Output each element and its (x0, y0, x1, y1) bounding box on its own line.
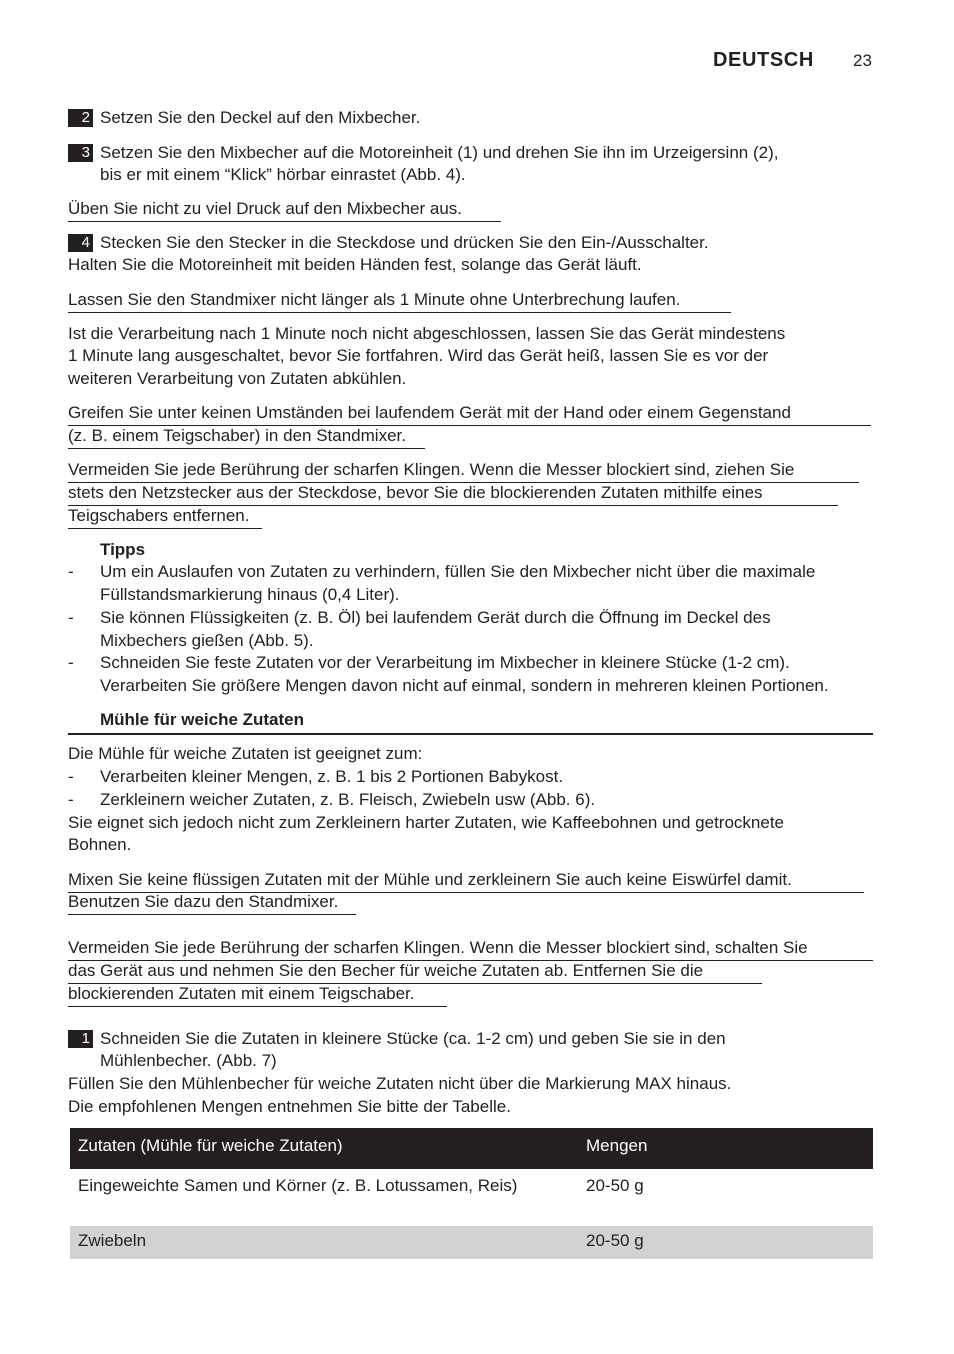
warning-underline (68, 312, 731, 313)
section-rule (68, 733, 873, 735)
warning-text: Üben Sie nicht zu viel Druck auf den Mixbecher aus. (68, 199, 463, 218)
paragraph-line: Die Mühle für weiche Zutaten ist geeignet zum: (68, 744, 423, 763)
warning-text-line: Vermeiden Sie jede Berührung der scharfen Klingen. Wenn die Messer blockiert sind, ziehen Sie (68, 460, 795, 479)
warning-underline (68, 221, 501, 222)
step-number-badge: 2 (68, 109, 93, 127)
warning-text-line: Benutzen Sie dazu den Standmixer. (68, 892, 339, 911)
step-note: Die empfohlenen Mengen entnehmen Sie bitte der Tabelle. (68, 1097, 511, 1116)
paragraph-line: weiteren Verarbeitung von Zutaten abkühlen. (68, 369, 407, 388)
table-header-row (70, 1128, 873, 1169)
step-text-line: bis er mit einem “Klick” hörbar einrastet (Abb. 4). (100, 165, 466, 184)
step-number-badge: 4 (68, 234, 93, 252)
table-header-cell: Zutaten (Mühle für weiche Zutaten) (78, 1136, 343, 1155)
warning-text-line: Teigschabers entfernen. (68, 506, 250, 525)
list-dash: - (68, 790, 74, 809)
warning-text-line: das Gerät aus und nehmen Sie den Becher für weiche Zutaten ab. Entfernen Sie die (68, 961, 704, 980)
list-item-line: Verarbeiten kleiner Mengen, z. B. 1 bis 2 Portionen Babykost. (100, 767, 564, 786)
table-cell: Zwiebeln (78, 1231, 147, 1250)
list-item-line: Um ein Auslaufen von Zutaten zu verhindern, füllen Sie den Mixbecher nicht über die maximale (100, 562, 816, 581)
table-header-cell: Mengen (586, 1136, 648, 1155)
table-cell: 20-50 g (586, 1176, 644, 1195)
list-item-line: Mixbechers gießen (Abb. 5). (100, 631, 314, 650)
warning-text-line: blockierenden Zutaten mit einem Teigschaber. (68, 984, 415, 1003)
list-dash: - (68, 653, 74, 672)
warning-text-line: stets den Netzstecker aus der Steckdose, bevor Sie die blockierenden Zutaten mithilfe eines (68, 483, 763, 502)
warning-text-line: Vermeiden Sie jede Berührung der scharfen Klingen. Wenn die Messer blockiert sind, schalten Sie (68, 938, 808, 957)
list-item-line: Verarbeiten Sie größere Mengen davon nicht auf einmal, sondern in mehreren kleinen Portionen. (100, 676, 829, 695)
quantities-table (70, 1128, 873, 1259)
list-item-line: Schneiden Sie feste Zutaten vor der Verarbeitung im Mixbecher in kleinere Stücke (1-2 cm). (100, 653, 790, 672)
paragraph-line: Bohnen. (68, 835, 132, 854)
step-text-line: Mühlenbecher. (Abb. 7) (100, 1051, 277, 1070)
list-item-line: Zerkleinern weicher Zutaten, z. B. Fleisch, Zwiebeln usw (Abb. 6). (100, 790, 596, 809)
step-text-line: Setzen Sie den Mixbecher auf die Motoreinheit (1) und drehen Sie ihn im Urzeigersinn (2), (100, 143, 779, 162)
table-cell: 20-50 g (586, 1231, 644, 1250)
step-note: Füllen Sie den Mühlenbecher für weiche Zutaten nicht über die Markierung MAX hinaus. (68, 1074, 732, 1093)
warning-text: Lassen Sie den Standmixer nicht länger als 1 Minute ohne Unterbrechung laufen. (68, 290, 681, 309)
step-number-badge: 1 (68, 1030, 93, 1048)
table-row (70, 1169, 873, 1226)
list-item-line: Sie können Flüssigkeiten (z. B. Öl) bei laufendem Gerät durch die Öffnung im Deckel des (100, 608, 771, 627)
step-note: Halten Sie die Motoreinheit mit beiden Händen fest, solange das Gerät läuft. (68, 255, 642, 274)
list-item-line: Füllstandsmarkierung hinaus (0,4 Liter). (100, 585, 400, 604)
list-dash: - (68, 767, 74, 786)
list-dash: - (68, 608, 74, 627)
warning-underline (68, 914, 356, 915)
warning-underline (68, 1006, 447, 1007)
paragraph-line: Ist die Verarbeitung nach 1 Minute noch nicht abgeschlossen, lassen Sie das Gerät mindestens (68, 324, 786, 343)
section-title-tips: Tipps (100, 540, 146, 559)
list-dash: - (68, 562, 74, 581)
step-text-line: Schneiden Sie die Zutaten in kleinere Stücke (ca. 1-2 cm) und geben Sie sie in den (100, 1029, 726, 1048)
step-number-badge: 3 (68, 144, 93, 162)
warning-text-line: (z. B. einem Teigschaber) in den Standmixer. (68, 426, 406, 445)
table-cell: Eingeweichte Samen und Körner (z. B. Lotussamen, Reis) (78, 1176, 518, 1195)
paragraph-line: 1 Minute lang ausgeschaltet, bevor Sie fortfahren. Wird das Gerät heiß, lassen Sie es vor der (68, 346, 769, 365)
language-label: DEUTSCH (713, 49, 814, 71)
step-text: Setzen Sie den Deckel auf den Mixbecher. (100, 108, 421, 127)
step-text: Stecken Sie den Stecker in die Steckdose und drücken Sie den Ein-/Ausschalter. (100, 233, 709, 252)
paragraph-line: Sie eignet sich jedoch nicht zum Zerkleinern harter Zutaten, wie Kaffeebohnen und getrocknete (68, 813, 785, 832)
warning-text-line: Mixen Sie keine flüssigen Zutaten mit der Mühle und zerkleinern Sie auch keine Eiswürfel damit. (68, 870, 792, 889)
page-number: 23 (853, 51, 872, 70)
warning-underline (68, 448, 425, 449)
table-row (70, 1226, 873, 1259)
warning-underline (68, 528, 262, 529)
section-title-mill: Mühle für weiche Zutaten (100, 710, 305, 729)
warning-text-line: Greifen Sie unter keinen Umständen bei laufendem Gerät mit der Hand oder einem Gegenstand (68, 403, 791, 422)
